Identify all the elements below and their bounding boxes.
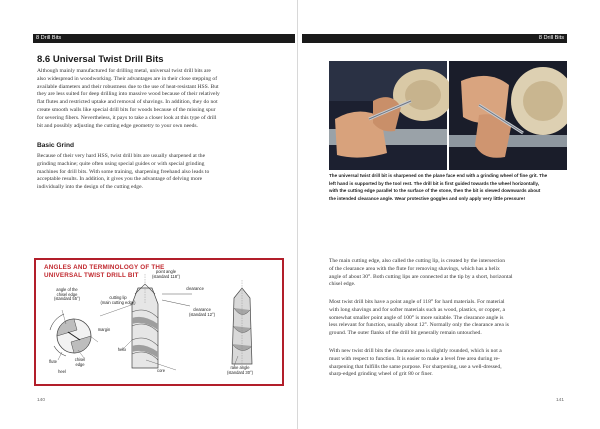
text-line: The main cutting edge, also called the cutting lip, is created by the intersection: [329, 258, 505, 264]
right-paragraph-2: [329, 299, 569, 338]
right-paragraph-3: [329, 348, 569, 379]
text-line: also widespread in woodworking. Their advantages are in their close stepping of: [37, 75, 218, 82]
diagram-title: ANGLES AND TERMINOLOGY OF THE UNIVERSAL TWIST DRILL BIT: [44, 264, 165, 279]
photo-caption: [329, 172, 567, 202]
text-line: flat flutes and restricted uptake and removal of shavings. In addition, they do not: [37, 99, 218, 106]
text-line: less relevant for function, usually about 12°. Normally only the clearance area is: [329, 322, 509, 329]
text-line: they are less suited for deep drilling into massive wood because of their relatively: [37, 91, 220, 98]
label-flute: flute: [49, 359, 57, 364]
text-line: sharp-edged grinding wheel of grit 80 or finer.: [329, 371, 433, 378]
text-line: of the clearance area with the flute for removing shavings, which has a helix: [329, 265, 500, 272]
caption-line: The universal twist drill bit is sharpened on the plane face end with a grinding wheel of fine grit. The: [329, 173, 548, 178]
text-line: individually into the design of the cutting edge.: [37, 184, 143, 191]
label-clearance-standard: clearance (standard 12°): [189, 307, 215, 317]
label-helix: helix: [117, 347, 127, 352]
text-line: angle of about 30°. Both cutting lips are connected at the tip by a short, horizontal: [329, 273, 513, 280]
grinding-photo-illustration: [329, 61, 567, 170]
left-page-number: 140: [37, 398, 46, 403]
right-page-number: 141: [556, 398, 565, 403]
section-title: 8.6 Universal Twist Drill Bits: [37, 54, 164, 65]
text-line: available diameters and their robustness due to the use of heat-resistant HSS. But: [37, 83, 219, 90]
drill-end-view: [50, 314, 91, 356]
label-point-angle: point angle (standard 118°): [152, 269, 180, 279]
subheading-basic-grind: Basic Grind: [37, 142, 75, 149]
label-chisel-angle: angle of the chisel edge (standard 55°): [54, 287, 80, 302]
text-line: Because of their very hard HSS, twist drill bits are usually sharpened at the: [37, 153, 206, 159]
caption-line: with the cutting edge parallel to the surface of the stone, then the bit is slewed downwards about: [329, 188, 541, 194]
label-chisel-edge: chisel edge: [74, 357, 86, 367]
caption-line: the intended clearance angle. Wear protective goggles and only apply very little pressure!: [329, 195, 525, 201]
text-line: sharpening that fulfills the same purpose. For sharpening, use a well-dressed,: [329, 363, 502, 370]
text-line: acceptable results. In addition, it gives you the advantage of delving more: [37, 176, 203, 183]
text-line: chisel edge.: [329, 281, 356, 288]
drill-right-view: [232, 280, 252, 368]
grind-paragraph: [37, 153, 293, 192]
text-line: for severing fibers. Nevertheless, it pays to take a closer look at this type of drill: [37, 114, 217, 121]
text-line: with long shavings and for softer materials such as wood, plastics, or copper, a: [329, 306, 505, 313]
text-line: Although mainly manufactured for drilling metal, universal twist drill bits are: [37, 68, 211, 74]
text-line: Most twist drill bits have a point angle of 118° for hard materials. For material: [329, 299, 505, 305]
text-line: machines for drill bits. With some training, sharpening freehand also leads to: [37, 168, 210, 175]
text-line: grinding machine; quite often using special guides or with special grinding: [37, 160, 205, 167]
right-running-header: 8 Drill Bits: [302, 34, 567, 43]
caption-line: left hand is supported by the tool rest. The drill bit is first guided towards the wheel horizontally,: [329, 180, 539, 186]
text-line: ground. The outer flanks of the drill bit generally remain untouched.: [329, 330, 482, 337]
left-running-header: 8 Drill Bits: [33, 34, 295, 43]
text-line: must with respect to function. It is easier to make a level free area during re-: [329, 355, 500, 362]
right-paragraph-1: [329, 258, 569, 289]
label-clearance: clearance: [186, 286, 204, 291]
label-rake-angle: rake angle (standard 30°): [227, 365, 253, 375]
label-margin: margin: [97, 327, 111, 332]
text-line: With new twist drill bits the clearance area is slightly rounded, which is not a: [329, 348, 502, 354]
text-line: bit and possibly adjusting the cutting edge geometry to your own needs.: [37, 122, 198, 129]
label-heel: heel: [58, 369, 66, 374]
text-line: somewhat smaller point angle of 100° is more suitable. The clearance angle is: [329, 314, 504, 321]
label-core: core: [157, 368, 165, 373]
intro-paragraph: [37, 68, 293, 130]
text-line: create smooth walls like special drill bits for woods because of the missing spur: [37, 106, 216, 113]
sharpening-photos: [329, 61, 567, 170]
terminology-diagram: [34, 258, 284, 386]
label-cutting-lip: cutting lip (main cutting edge): [100, 295, 136, 305]
